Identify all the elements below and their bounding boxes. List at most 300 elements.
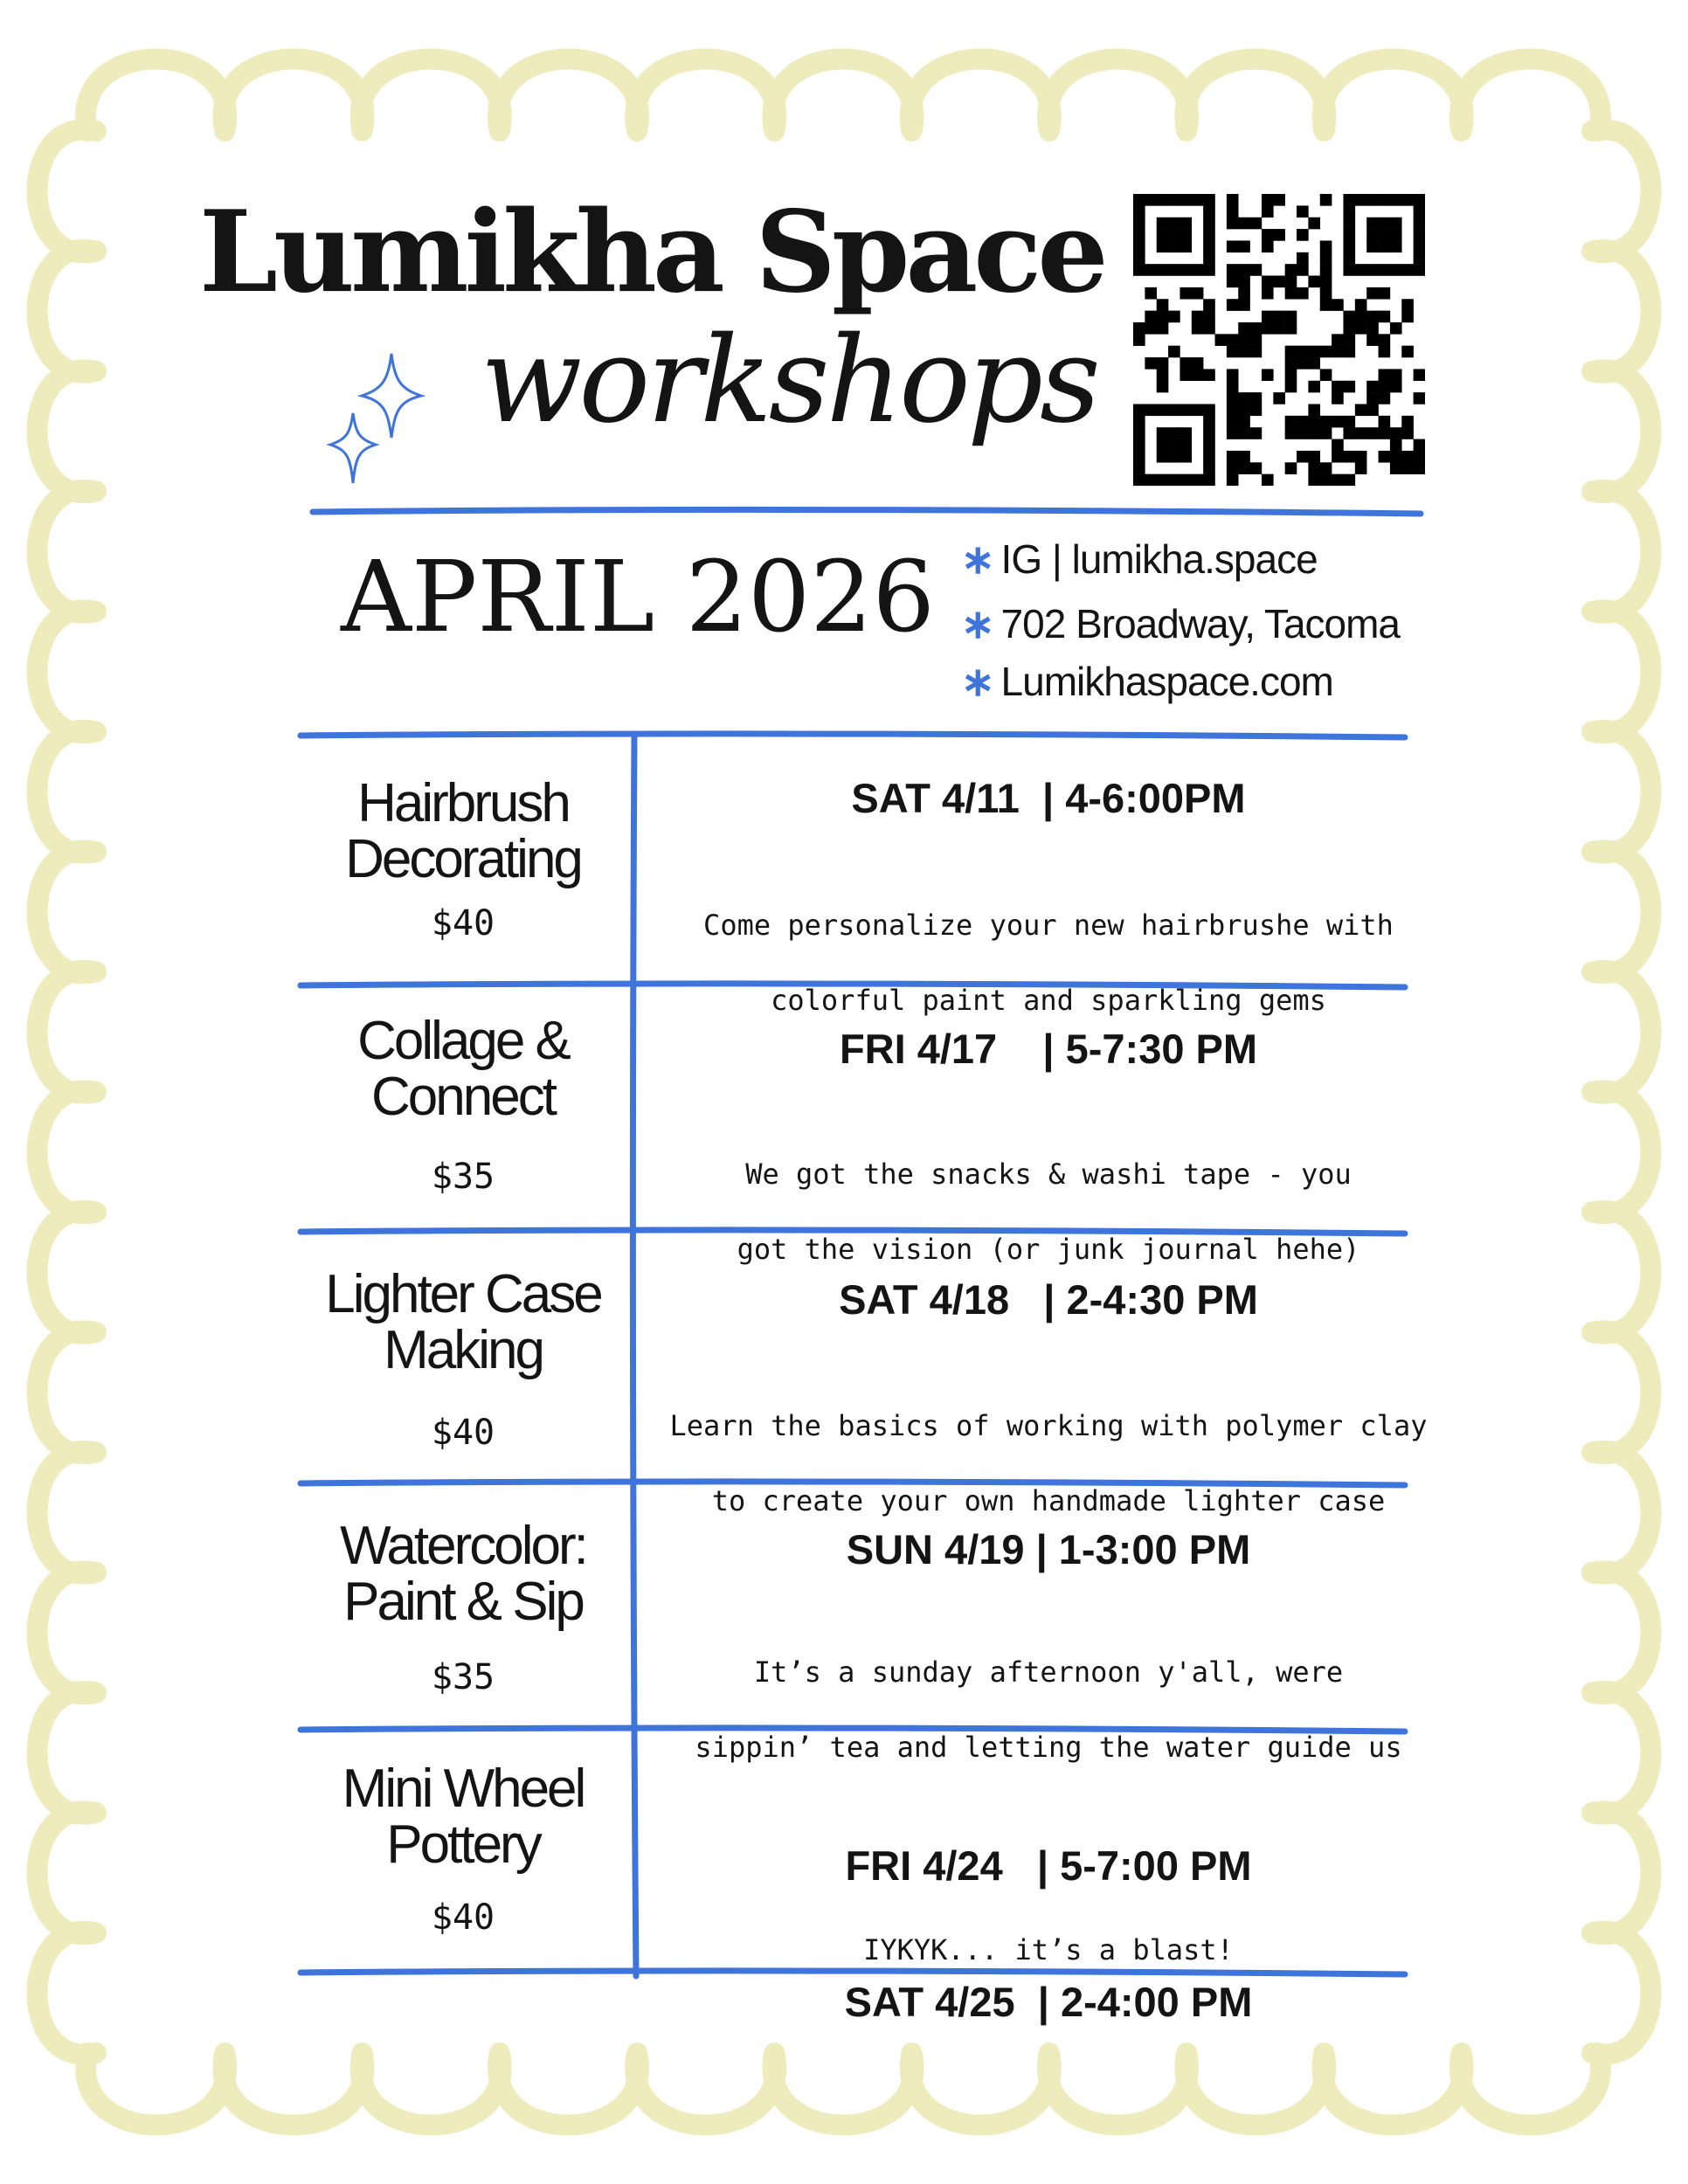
- qr-module: [1157, 311, 1169, 323]
- qr-module: [1355, 404, 1367, 416]
- workshop-name: [288, 1518, 638, 1630]
- qr-module: [1285, 416, 1297, 428]
- qr-module: [1145, 322, 1157, 335]
- qr-module: [1355, 264, 1367, 276]
- qr-module: [1379, 346, 1391, 358]
- qr-module: [1297, 264, 1309, 276]
- asterisk-icon: ∗: [961, 601, 994, 646]
- qr-module: [1133, 439, 1145, 452]
- qr-module: [1414, 369, 1425, 381]
- qr-module: [1168, 346, 1180, 358]
- qr-module: [1390, 451, 1402, 463]
- qr-module: [1168, 439, 1180, 452]
- description-line: to create your own handmade lighter case: [711, 1484, 1386, 1517]
- qr-module: [1379, 334, 1391, 346]
- qr-module: [1308, 357, 1320, 370]
- qr-module: [1343, 451, 1355, 463]
- qr-module: [1192, 474, 1204, 486]
- qr-module: [1145, 357, 1157, 370]
- qr-module: [1145, 264, 1157, 276]
- description-line: sippin’ tea and letting the water guide us: [695, 1731, 1402, 1764]
- qr-module: [1180, 264, 1192, 276]
- sparkle-icon: [323, 345, 428, 494]
- qr-module: [1180, 474, 1192, 486]
- qr-module: [1401, 311, 1414, 323]
- qr-module: [1192, 264, 1204, 276]
- qr-module: [1379, 229, 1391, 241]
- qr-module: [1390, 322, 1402, 335]
- qr-module: [1332, 334, 1344, 346]
- qr-module: [1273, 276, 1285, 288]
- qr-module: [1227, 427, 1239, 439]
- qr-module: [1343, 322, 1355, 335]
- qr-module: [1133, 427, 1145, 439]
- workshop-name: [288, 773, 638, 889]
- qr-module: [1320, 462, 1332, 474]
- qr-module: [1133, 218, 1145, 230]
- qr-module: [1168, 311, 1180, 323]
- frame-top: [86, 59, 1601, 132]
- qr-module: [1203, 218, 1215, 230]
- qr-module: [1238, 404, 1250, 416]
- qr-module: [1285, 381, 1297, 393]
- qr-module: [1238, 276, 1250, 288]
- qr-module: [1133, 462, 1145, 474]
- qr-module: [1262, 369, 1274, 381]
- qr-module: [1379, 451, 1391, 463]
- contact-text: IG | lumikha.space: [1000, 536, 1318, 582]
- qr-module: [1203, 474, 1215, 486]
- qr-module: [1355, 311, 1367, 323]
- qr-module: [1366, 194, 1379, 206]
- qr-module: [1401, 427, 1414, 439]
- qr-module: [1168, 474, 1180, 486]
- qr-module: [1320, 427, 1332, 439]
- qr-module: [1355, 322, 1367, 335]
- qr-module: [1297, 427, 1309, 439]
- qr-module: [1238, 427, 1250, 439]
- qr-module: [1250, 322, 1263, 335]
- qr-module: [1192, 322, 1204, 335]
- qr-module: [1133, 194, 1145, 206]
- qr-module: [1157, 264, 1169, 276]
- qr-module: [1390, 439, 1402, 452]
- qr-module: [1355, 451, 1367, 463]
- qr-module: [1273, 229, 1285, 241]
- qr-module: [1366, 218, 1379, 230]
- qr-module: [1203, 451, 1215, 463]
- qr-module: [1332, 381, 1344, 393]
- qr-module: [1320, 299, 1332, 311]
- qr-module: [1343, 240, 1355, 252]
- qr-module: [1133, 404, 1145, 416]
- qr-module: [1320, 474, 1332, 486]
- qr-module: [1285, 462, 1297, 474]
- qr-module: [1168, 451, 1180, 463]
- workshop-name-line: Lighter Case: [325, 1264, 601, 1324]
- qr-module: [1297, 346, 1309, 358]
- qr-module: [1343, 218, 1355, 230]
- workshop-description: [664, 1894, 1433, 2007]
- qr-module: [1355, 194, 1367, 206]
- qr-module: [1145, 287, 1157, 300]
- qr-module: [1192, 194, 1204, 206]
- asterisk-icon: ∗: [961, 536, 994, 582]
- qr-module: [1379, 381, 1391, 393]
- qr-module: [1133, 451, 1145, 463]
- qr-module: [1262, 205, 1274, 218]
- workshop-name: [288, 1761, 638, 1873]
- qr-module: [1227, 381, 1239, 393]
- qr-module: [1390, 381, 1402, 393]
- qr-module: [1401, 346, 1414, 358]
- qr-module: [1390, 462, 1402, 474]
- workshop-date: SAT 4/11 | 4-6:00PM: [851, 775, 1246, 821]
- contact-text: Lumikhaspace.com: [1000, 659, 1333, 704]
- qr-module: [1308, 427, 1320, 439]
- qr-module: [1227, 416, 1239, 428]
- qr-module: [1203, 369, 1215, 381]
- qr-module: [1297, 451, 1309, 463]
- qr-module: [1379, 392, 1391, 404]
- qr-module: [1390, 369, 1402, 381]
- qr-module: [1203, 427, 1215, 439]
- qr-module: [1157, 299, 1169, 311]
- qr-module: [1379, 264, 1391, 276]
- qr-module: [1227, 299, 1239, 311]
- qr-module: [1366, 311, 1379, 323]
- qr-module: [1401, 194, 1414, 206]
- qr-module: [1285, 322, 1297, 335]
- qr-module: [1366, 240, 1379, 252]
- qr-code-icon[interactable]: [1133, 194, 1425, 486]
- qr-module: [1262, 287, 1274, 300]
- qr-module: [1401, 299, 1414, 311]
- qr-module: [1157, 451, 1169, 463]
- qr-module: [1168, 404, 1180, 416]
- workshop-name-line: Hairbrush: [357, 773, 569, 833]
- qr-module: [1390, 218, 1402, 230]
- qr-module: [1332, 439, 1344, 452]
- qr-module: [1168, 427, 1180, 439]
- qr-module: [1227, 346, 1239, 358]
- qr-module: [1379, 427, 1391, 439]
- qr-module: [1343, 311, 1355, 323]
- workshop-date: FRI 4/17 | 5-7:30 PM: [839, 1026, 1258, 1072]
- qr-module: [1227, 276, 1239, 288]
- qr-module: [1332, 451, 1344, 463]
- qr-module: [1332, 416, 1344, 428]
- qr-module: [1145, 404, 1157, 416]
- qr-module: [1192, 357, 1204, 370]
- qr-module: [1273, 194, 1285, 206]
- workshop-price: $35: [431, 1157, 495, 1197]
- qr-module: [1308, 462, 1320, 474]
- contact-text: 702 Broadway, Tacoma: [1000, 601, 1401, 646]
- qr-module: [1414, 240, 1425, 252]
- workshop-name-line: Paint & Sip: [343, 1572, 583, 1632]
- qr-module: [1168, 264, 1180, 276]
- qr-module: [1366, 427, 1379, 439]
- qr-module: [1250, 427, 1263, 439]
- qr-module: [1238, 392, 1250, 404]
- qr-module: [1285, 264, 1297, 276]
- qr-module: [1203, 404, 1215, 416]
- qr-module: [1133, 474, 1145, 486]
- qr-module: [1262, 322, 1274, 335]
- qr-module: [1285, 346, 1297, 358]
- qr-module: [1285, 369, 1297, 381]
- qr-module: [1157, 474, 1169, 486]
- qr-module: [1285, 357, 1297, 370]
- qr-module: [1227, 264, 1239, 276]
- qr-module: [1157, 240, 1169, 252]
- qr-module: [1238, 264, 1250, 276]
- qr-module: [1262, 194, 1274, 206]
- qr-module: [1203, 264, 1215, 276]
- asterisk-icon: ∗: [961, 659, 994, 704]
- qr-module: [1414, 462, 1425, 474]
- qr-module: [1227, 218, 1239, 230]
- qr-module: [1366, 404, 1379, 416]
- qr-module: [1366, 381, 1379, 393]
- qr-module: [1379, 311, 1391, 323]
- qr-module: [1215, 334, 1228, 346]
- qr-module: [1320, 369, 1332, 381]
- workshop-name-line: Making: [384, 1320, 543, 1380]
- workshop-name-line: Collage &: [357, 1011, 569, 1071]
- qr-module: [1192, 311, 1204, 323]
- workshop-price: $40: [431, 1413, 495, 1453]
- qr-module: [1343, 474, 1355, 486]
- qr-module: [1366, 264, 1379, 276]
- frame-right: [1592, 129, 1651, 2054]
- qr-module: [1320, 416, 1332, 428]
- qr-module: [1285, 311, 1297, 323]
- qr-module: [1332, 474, 1344, 486]
- qr-module: [1379, 218, 1391, 230]
- qr-module: [1414, 252, 1425, 265]
- workshop-name-line: Pottery: [386, 1814, 540, 1875]
- qr-module: [1145, 194, 1157, 206]
- qr-module: [1157, 427, 1169, 439]
- qr-module: [1390, 264, 1402, 276]
- qr-module: [1203, 205, 1215, 218]
- qr-module: [1262, 276, 1274, 288]
- qr-module: [1157, 357, 1169, 370]
- qr-module: [1379, 240, 1391, 252]
- qr-module: [1414, 264, 1425, 276]
- workshop-name-line: Watercolor:: [340, 1516, 586, 1576]
- qr-module: [1133, 334, 1145, 346]
- date-line: SAT 4/25 | 2-4:00 PM: [844, 1979, 1253, 2025]
- qr-module: [1332, 299, 1344, 311]
- qr-module: [1343, 264, 1355, 276]
- qr-module: [1238, 451, 1250, 463]
- qr-module: [1250, 404, 1263, 416]
- qr-module: [1414, 218, 1425, 230]
- qr-module: [1390, 427, 1402, 439]
- qr-module: [1203, 462, 1215, 474]
- qr-module: [1145, 474, 1157, 486]
- qr-module: [1343, 205, 1355, 218]
- qr-module: [1157, 369, 1169, 381]
- brand-subtitle: workshops: [481, 312, 1097, 450]
- qr-module: [1227, 369, 1239, 381]
- qr-module: [1180, 218, 1192, 230]
- qr-module: [1343, 229, 1355, 241]
- date-line: FRI 4/24 | 5-7:00 PM: [845, 1842, 1252, 1889]
- qr-module: [1203, 299, 1215, 311]
- qr-module: [1238, 334, 1250, 346]
- qr-module: [1203, 240, 1215, 252]
- qr-module: [1366, 322, 1379, 335]
- qr-module: [1285, 427, 1297, 439]
- qr-module: [1157, 194, 1169, 206]
- qr-module: [1308, 474, 1320, 486]
- qr-module: [1320, 276, 1332, 288]
- qr-module: [1227, 474, 1239, 486]
- qr-module: [1308, 404, 1320, 416]
- description-line: got the vision (or junk journal hehe): [737, 1233, 1360, 1266]
- contact-website[interactable]: [961, 653, 1450, 709]
- qr-module: [1343, 381, 1355, 393]
- qr-module: [1157, 381, 1169, 393]
- qr-module: [1320, 252, 1332, 265]
- workshop-price: $40: [431, 903, 495, 943]
- workshop-price: $40: [431, 1897, 495, 1938]
- qr-module: [1285, 276, 1297, 288]
- qr-module: [1250, 334, 1263, 346]
- workshop-name-line: Mini Wheel: [342, 1759, 585, 1819]
- qr-module: [1227, 392, 1239, 404]
- description-line: We got the snacks & washi tape - you: [745, 1158, 1352, 1191]
- qr-module: [1355, 462, 1367, 474]
- workshop-name-line: Decorating: [345, 829, 581, 889]
- qr-module: [1401, 416, 1414, 428]
- qr-module: [1366, 392, 1379, 404]
- qr-module: [1157, 404, 1169, 416]
- qr-module: [1320, 287, 1332, 300]
- qr-module: [1308, 346, 1320, 358]
- qr-module: [1192, 369, 1204, 381]
- description-line: It’s a sunday afternoon y'all, were: [753, 1655, 1344, 1689]
- qr-module: [1157, 322, 1169, 335]
- workshop-date: SAT 4/18 | 2-4:30 PM: [839, 1276, 1258, 1323]
- qr-module: [1297, 357, 1309, 370]
- qr-module: [1157, 229, 1169, 241]
- qr-module: [1320, 346, 1332, 358]
- qr-module: [1308, 381, 1320, 393]
- qr-module: [1414, 194, 1425, 206]
- qr-module: [1238, 299, 1250, 311]
- contact-instagram[interactable]: [961, 531, 1450, 587]
- qr-module: [1414, 451, 1425, 463]
- contact-address: [961, 596, 1450, 652]
- qr-module: [1168, 218, 1180, 230]
- qr-module: [1390, 229, 1402, 241]
- month-heading: APRIL 2026: [341, 541, 935, 654]
- qr-module: [1343, 427, 1355, 439]
- qr-module: [1203, 229, 1215, 241]
- qr-module: [1180, 451, 1192, 463]
- qr-module: [1227, 334, 1239, 346]
- qr-module: [1379, 416, 1391, 428]
- qr-module: [1227, 194, 1239, 206]
- qr-module: [1332, 392, 1344, 404]
- qr-module: [1308, 416, 1320, 428]
- description-line: Come personalize your new hairbrushe with: [703, 909, 1394, 942]
- qr-module: [1379, 369, 1391, 381]
- qr-module: [1133, 322, 1145, 335]
- divider-line: [313, 509, 1421, 514]
- qr-module: [1273, 392, 1285, 404]
- qr-module: [1262, 229, 1274, 241]
- qr-module: [1401, 451, 1414, 463]
- qr-module: [1192, 404, 1204, 416]
- qr-module: [1355, 299, 1367, 311]
- qr-module: [1355, 427, 1367, 439]
- qr-module: [1273, 322, 1285, 335]
- workshop-name: [288, 1013, 638, 1125]
- workshop-name-line: Connect: [371, 1067, 555, 1127]
- qr-module: [1320, 194, 1332, 206]
- qr-module: [1262, 311, 1274, 323]
- qr-module: [1320, 264, 1332, 276]
- brand-title: Lumikha Space: [199, 187, 1104, 318]
- qr-module: [1238, 287, 1250, 300]
- qr-module: [1238, 462, 1250, 474]
- qr-module: [1238, 416, 1250, 428]
- qr-module: [1180, 404, 1192, 416]
- qr-module: [1250, 346, 1263, 358]
- qr-module: [1297, 252, 1309, 265]
- divider-line: [301, 734, 1405, 737]
- qr-module: [1133, 264, 1145, 276]
- workshop-price: $35: [431, 1657, 495, 1697]
- qr-module: [1180, 240, 1192, 252]
- workshop-date: SUN 4/19 | 1-3:00 PM: [846, 1526, 1251, 1572]
- qr-module: [1180, 439, 1192, 452]
- qr-module: [1238, 218, 1250, 230]
- qr-module: [1227, 240, 1239, 252]
- frame-left: [38, 129, 97, 2054]
- qr-module: [1227, 205, 1239, 218]
- qr-module: [1157, 439, 1169, 452]
- qr-module: [1262, 240, 1274, 252]
- description-line: Learn the basics of working with polymer clay: [669, 1409, 1428, 1442]
- qr-module: [1366, 229, 1379, 241]
- qr-module: [1168, 240, 1180, 252]
- qr-module: [1285, 287, 1297, 300]
- qr-module: [1297, 229, 1309, 241]
- qr-module: [1180, 287, 1192, 300]
- qr-module: [1250, 218, 1263, 230]
- qr-module: [1273, 311, 1285, 323]
- qr-module: [1203, 322, 1215, 335]
- qr-module: [1168, 194, 1180, 206]
- qr-module: [1180, 357, 1192, 370]
- qr-module: [1168, 229, 1180, 241]
- qr-module: [1390, 240, 1402, 252]
- qr-module: [1133, 252, 1145, 265]
- qr-module: [1227, 462, 1239, 474]
- qr-module: [1320, 240, 1332, 252]
- workshop-name: [288, 1264, 638, 1380]
- qr-module: [1414, 229, 1425, 241]
- qr-module: [1379, 287, 1391, 300]
- qr-module: [1414, 439, 1425, 452]
